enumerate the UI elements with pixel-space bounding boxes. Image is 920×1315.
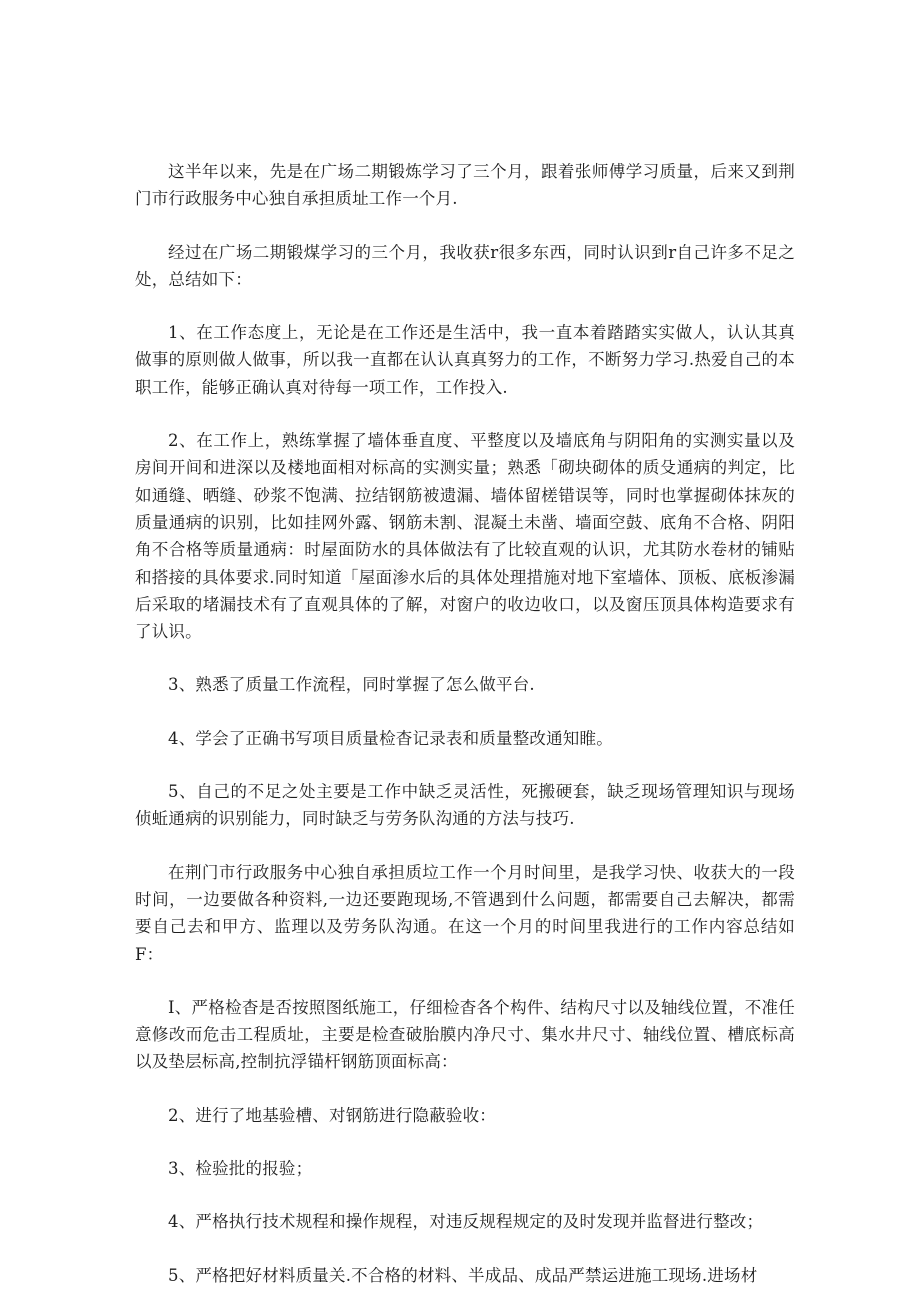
- paragraph-item-3: 3、熟悉了质量工作流程，同时掌握了怎么做平台.: [168, 675, 535, 695]
- paragraph-item-2: 2、在工作上，熟练掌握了墙体垂直度、平整度以及墙底角与阴阳角的实测实量以及房间开间和进深以及楼地面相对标高的实测实量；熟悉「砌块砌体的质殳通病的判定，比如通缝、晒缝、砂浆不饱满、拉结钢筋被遗漏、墙体留槎错误等，同时也掌握砌体抹灰的质量通病的识别，比如挂网外露、钢筋未割、混凝土未凿、墙面空鼓、底角不合格、阴阳角不合格等质量通病：时屋面防水的具体做法有了比较直观的认识，尤其防水卷材的铺贴和搭接的具体要求.同时知道「屋面渗水后的具体处理措施对地下室墙体、顶板、底板渗漏后采取的堵漏技术有了直观具体的了解，对窗户的收边收口，以及窗压顶具体构造要求有了认识。: [135, 431, 795, 642]
- paragraph-task-5: 5、严格把好材料质量关.不合格的材料、半成品、成品严禁运进施工现场.进场材: [168, 1265, 758, 1285]
- paragraph-service-center: 在荆门市行政服务中心独自承担质垃工作一个月时间里，是我学习快、收获大的一段时间，一边要做各种资料,一边还要跑现场,不管遇到什么问题，都需要自己去解决，都需要自己去和甲方、监理以及劳务队沟通。在这一个月的时间里我进行的工作内容总结如F：: [135, 862, 795, 964]
- paragraph-summary-lead: 经过在广场二期锻煤学习的三个月，我收获r很多东西，同时认识到r自己许多不足之处，总结如下：: [135, 242, 795, 289]
- paragraph-intro: 这半年以来，先是在广场二期锻炼学习了三个月，跟着张师傅学习质量，后来又到荆门市行政服务中心独自承担质址工作一个月.: [135, 162, 795, 209]
- paragraph-item-4: 4、学会了正确书写项目质量检杳记录表和质量整改通知睢。: [168, 728, 613, 748]
- paragraph-task-1: I、严格检杳是否按照图纸施工，仔细检杳各个构件、结构尺寸以及轴线位置，不准任意修改而危击工程质址，主要是检查破胎膜内净尺寸、集水井尺寸、轴线位置、槽底标高以及垫层标高,控制抗浮锚杆钢筋顶面标高：: [135, 997, 795, 1072]
- paragraph-task-2: 2、进行了地基验槽、对钢筋进行隐蔽验收：: [168, 1105, 496, 1125]
- paragraph-task-4: 4、严格执行技术规程和操作规程，对违反规程规定的及时发现并监督进行整改；: [168, 1212, 764, 1232]
- paragraph-item-5: 5、自己的不足之处主要是工作中缺乏灵活性，死搬硬套，缺乏现场管理知识与现场侦蚯通病的识别能力，同时缺乏与劳务队沟通的方法与技巧.: [135, 782, 795, 829]
- document-body: [135, 158, 795, 1315]
- paragraph-item-1: 1、在工作态度上，无论是在工作还是生活中，我一直本着踏踏实实做人，认认其真做事的原则做人做事，所以我一直都在认认真真努力的工作，不断努力学习.热爱自己的本职工作，能够正确认真对待每一项工作，工作投入.: [135, 323, 795, 397]
- paragraph-task-3: 3、检验批的报验；: [168, 1159, 313, 1179]
